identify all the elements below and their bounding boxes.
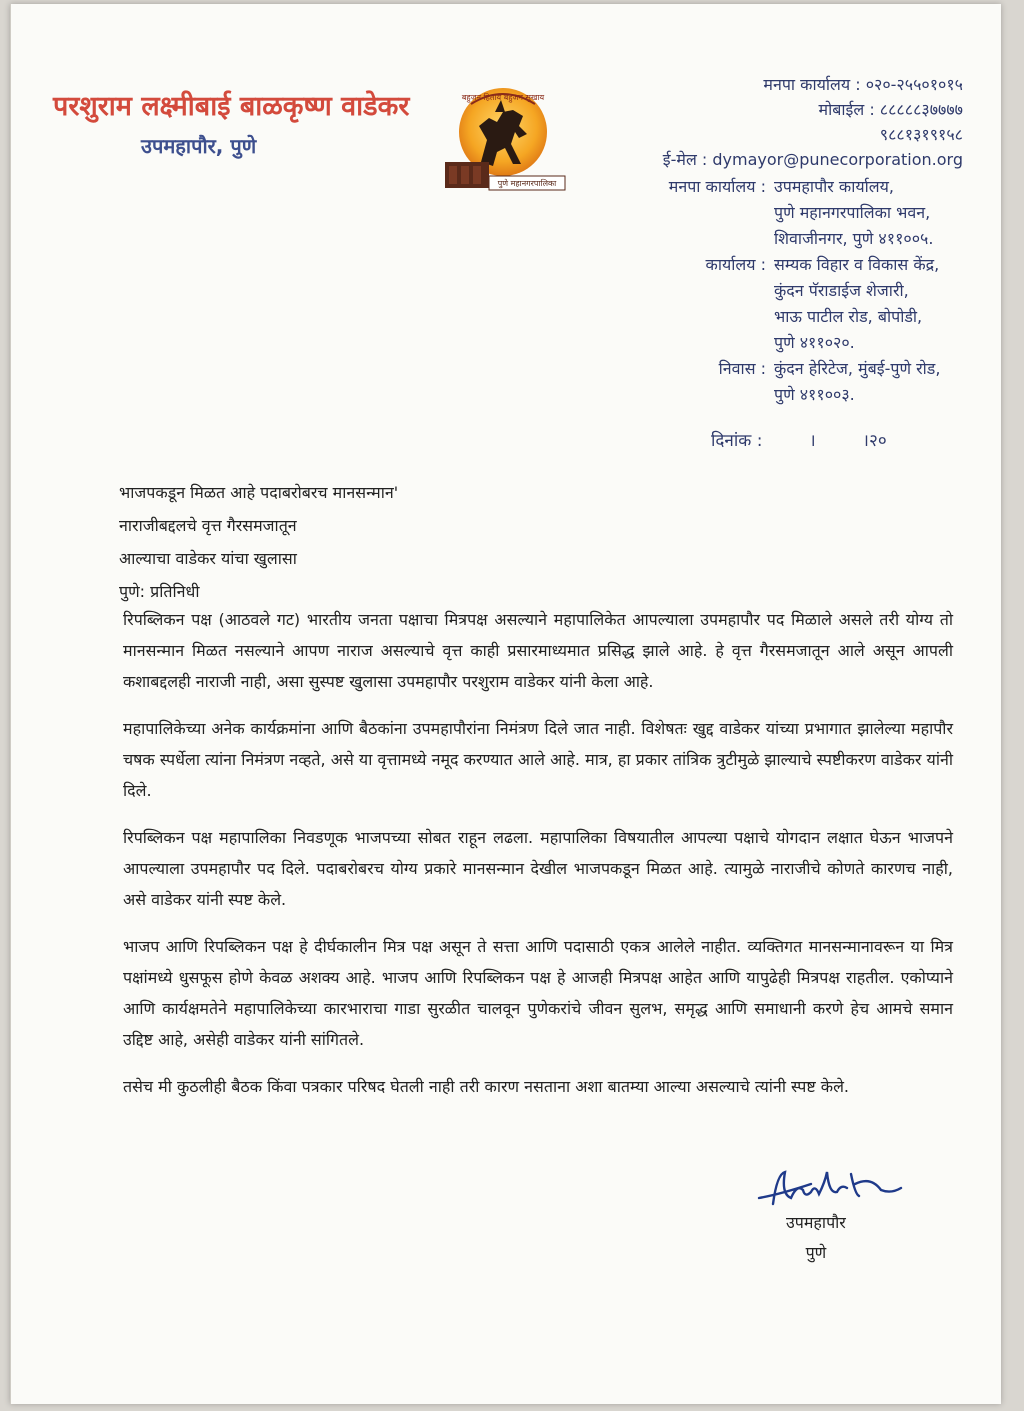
paragraph: भाजप आणि रिपब्लिकन पक्ष हे दीर्घकालीन मित्र पक्ष असून ते सत्ता आणि पदासाठी एकत्र आलेले नाहीत. व्यक्तिगत मानसन्मानावरून या मित्र पक्षांमध्ये धुसफूस होणे केवळ अशक्य आहे. भाजप आणि रिपब्लिकन पक्ष हे आजही मित्रपक्ष आहेत आणि यापुढेही मित्रपक्ष राहतील. एकोप्याने आणि कार्यक्षमतेने महापालिकेच्या कारभाराचा गाडा सुरळीत चालवून पुणेकरांचे जीवन सुलभ, समृद्ध आणि समाधानी करणे हेच आमचे समान उद्दिष्ट आहे, असेही वाडेकर यांनी सांगितले.	[123, 937, 953, 1049]
press-headline: भाजपकडून मिळत आहे पदाबरोबरच मानसन्मान' नाराजीबद्दलचे वृत्त गैरसमजातून आल्याचा वाडेकर यांचा खुलासा पुणे: प्रतिनिधी	[119, 476, 398, 608]
pmc-emblem-logo	[431, 82, 569, 200]
paragraph: महापालिकेच्या अनेक कार्यक्रमांना आणि बैठकांना उपमहापौरांना निमंत्रण दिले जात नाही. विशेषतः खुद्द वाडेकर यांच्या प्रभागात झालेल्या महापौर चषक स्पर्धेला त्यांना निमंत्रण नव्हते, असे या वृत्तामध्ये नमूद करण्यात आले आहे. मात्र, हा प्रकार तांत्रिक त्रुटीमुळे झाल्याचे स्पष्टीकरण वाडेकर यांनी दिले.	[123, 719, 953, 800]
date-line	[711, 428, 887, 451]
signoff-city: पुणे	[805, 1243, 827, 1262]
date-label: दिनांक :	[711, 431, 763, 451]
address-corporation-office: मनपा कार्यालय : उपमहापौर कार्यालय, पुणे महानगरपालिका भवन, शिवाजीनगर, पुणे ४११००५.	[668, 177, 934, 248]
date-year-prefix: ।२०	[862, 431, 887, 451]
dateline: पुणे: प्रतिनिधी	[119, 582, 200, 601]
paragraph: रिपब्लिकन पक्ष महापालिका निवडणूक भाजपच्या सोबत राहून लढला. महापालिका विषयातील आपल्या पक्षाचे योगदान लक्षात घेऊन भाजपने आपल्याला उपमहापौर पद दिले. पदाबरोबरच योग्य प्रकारे मानसन्मान देखील भाजपकडून मिळत आहे. त्यामुळे नाराजीचे कोणते कारणच नाही, असे वाडेकर यांनी स्पष्ट केले.	[123, 828, 953, 909]
address-residence: निवास : कुंदन हेरिटेज, मुंबई-पुणे रोड, पुणे ४११००३.	[718, 359, 941, 404]
logo-caption: पुणे महानगरपालिका	[497, 179, 557, 188]
handwritten-signature	[751, 1154, 931, 1214]
signoff-title: उपमहापौर	[786, 1213, 846, 1232]
letterhead-name: परशुराम लक्ष्मीबाई बाळकृष्ण वाडेकर	[53, 91, 410, 122]
signoff-block	[786, 1208, 846, 1268]
logo-motto: बहुजन हिताय बहुजन सुखाय	[461, 93, 545, 102]
letterhead-designation: उपमहापौर, पुणे	[141, 134, 257, 158]
letter-page	[10, 4, 1001, 1404]
date-separator: ।	[809, 431, 816, 451]
letter-body	[123, 604, 953, 1118]
address-block	[621, 174, 940, 408]
contact-block	[663, 72, 963, 172]
address-office: कार्यालय : सम्यक विहार व विकास केंद्र, कुंदन पॅराडाईज शेजारी, भाऊ पाटील रोड, बोपोडी, पुणे ४११०२०.	[705, 255, 940, 352]
office-phone: मनपा कार्यालय : ०२०-२५५०१०१५	[763, 75, 963, 94]
paragraph: रिपब्लिकन पक्ष (आठवले गट) भारतीय जनता पक्षाचा मित्रपक्ष असल्याने महापालिकेत आपल्याला उपमहापौर पद मिळाले असले तरी योग्य तो मानसन्मान मिळत नसल्याने आपण नाराज असल्याचे वृत्त काही प्रसारमाध्यमात प्रसिद्ध झाले आहे. हे वृत्त गैरसमजातून आले असून आपली कशाबद्दलही नाराजी नाही, असा सुस्पष्ट खुलासा उपमहापौर परशुराम वाडेकर यांनी केला आहे.	[123, 610, 953, 691]
mobile-number-alt: ९८८१३१९१५८	[879, 125, 963, 144]
paragraph: तसेच मी कुठलीही बैठक किंवा पत्रकार परिषद घेतली नाही तरी कारण नसताना अशा बातम्या आल्या असल्याचे त्यांनी स्पष्ट केले.	[123, 1077, 850, 1096]
mobile-number: मोबाईल : ८८८८८३७७७७	[818, 100, 963, 119]
email-address: ई-मेल : dymayor@punecorporation.org	[662, 150, 963, 169]
